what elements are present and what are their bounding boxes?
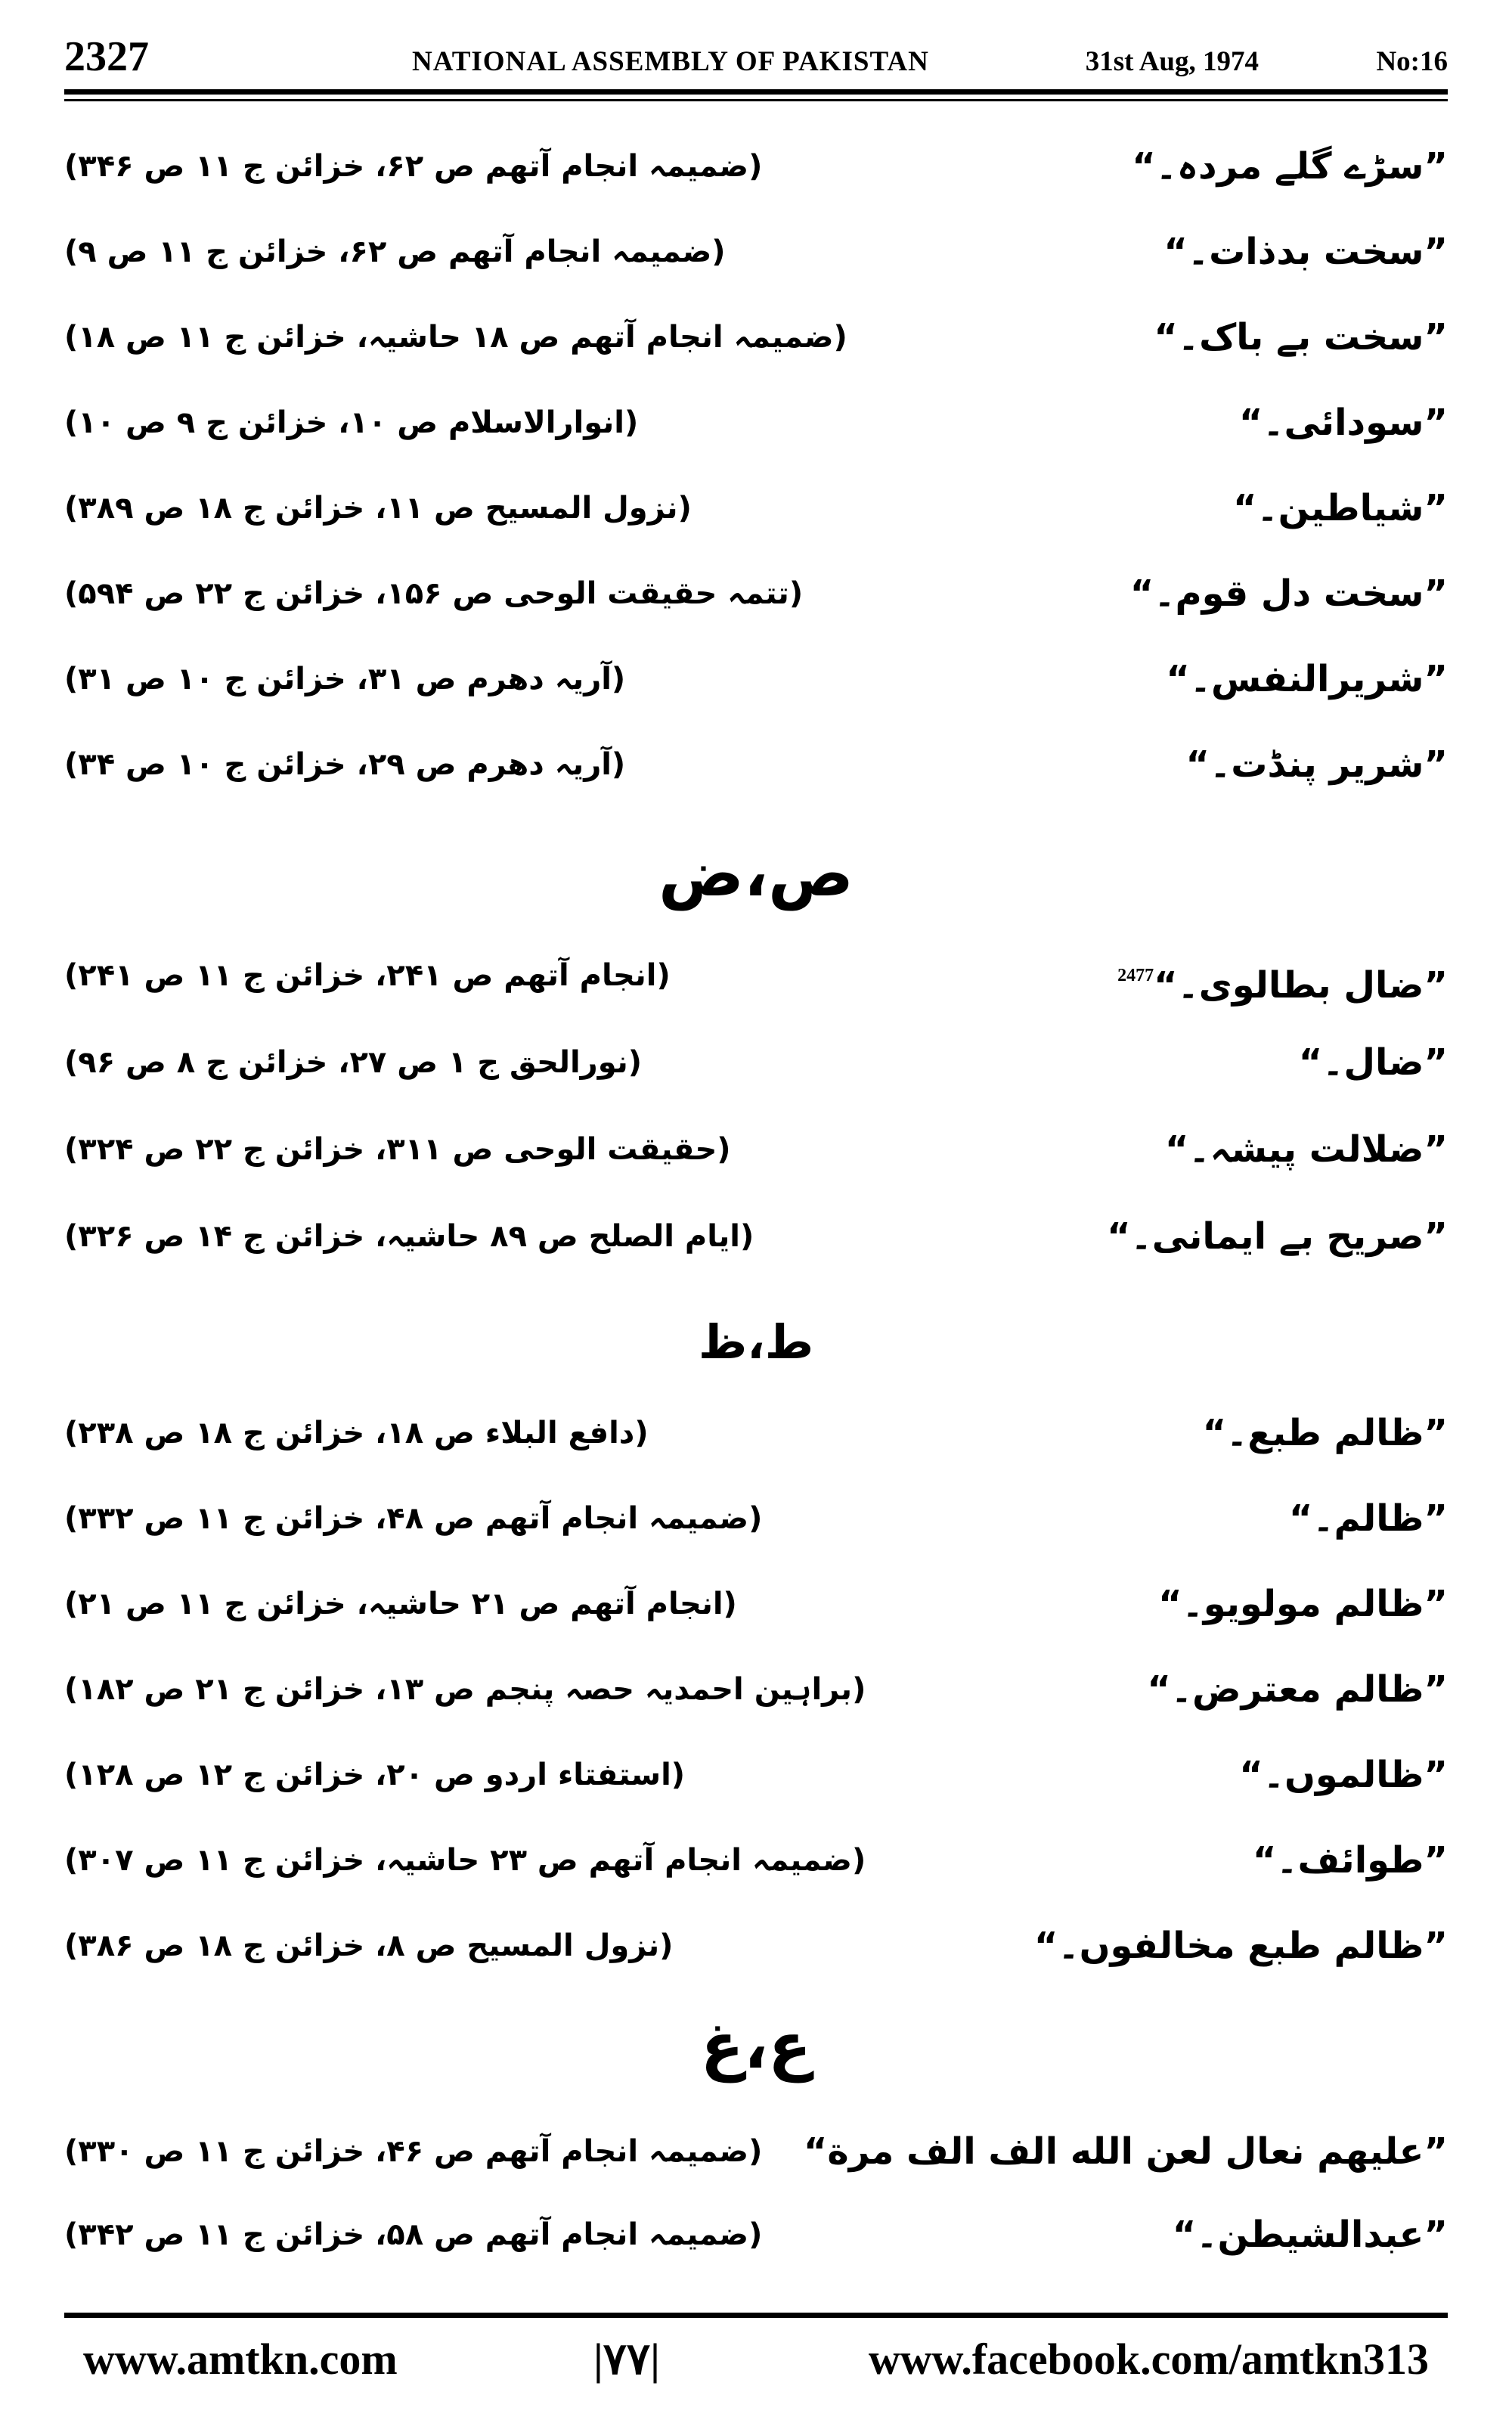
entry-term: ”ظالم طبع۔“ [1202,1412,1448,1454]
page-header [64,30,1448,83]
list-item [64,1108,1448,1191]
list-item [64,723,1448,806]
entry-reference: (نزول المسیح ص ۸، خزائن ج ۱۸ ص ۳۸۶) [64,1928,674,1963]
entry-term: ”شریرالنفس۔“ [1166,658,1448,700]
entry-term: ”عبدالشیطن۔“ [1172,2214,1448,2256]
list-item [64,1195,1448,1278]
entry-reference: (آریہ دھرم ص ۲۹، خزائن ج ۱۰ ص ۳۴) [64,747,626,782]
entry-reference: (استفتاء اردو ص ۲۰، خزائن ج ۱۲ ص ۱۲۸) [64,1758,686,1792]
list-item [64,1904,1448,1987]
entry-term: ”صریح بے ایمانی۔“ [1107,1215,1448,1258]
entry-reference: (آریہ دھرم ص ۳۱، خزائن ج ۱۰ ص ۳۱) [64,662,626,697]
session-date: 31st Aug, 1974 [1085,46,1259,77]
list-item [64,467,1448,550]
entry-term: ”ظالم طبع مخالفوں۔“ [1033,1925,1448,1967]
list-item [64,1477,1448,1560]
list-item [64,2110,1448,2193]
page-number: 2327 [64,33,149,80]
list-item [64,1392,1448,1475]
list-item [64,1819,1448,1902]
entry-reference: (ضمیمہ انجام آتھم ص ۶۲، خزائن ج ۱۱ ص ۹) [64,234,726,269]
section-heading: ط،ظ [698,1314,814,1370]
list-item [64,381,1448,464]
entry-term: ”شیاطین۔“ [1232,487,1448,529]
list-item [64,2193,1448,2276]
entry-term: ”سخت بے باک۔“ [1154,316,1448,358]
list-item [64,934,1448,1017]
entry-reference: (حقیقت الوحی ص ۳۱۱، خزائن ج ۲۲ ص ۳۲۴) [64,1132,731,1167]
header-rule-thin [64,99,1448,101]
entry-term: ”ظالم مولویو۔“ [1158,1583,1448,1625]
page-footer [64,2329,1448,2390]
entry-term: ”ضال۔“ [1298,1041,1448,1084]
entry-reference: (دافع البلاء ص ۱۸، خزائن ج ۱۸ ص ۲۳۸) [64,1416,649,1450]
footnote-marker: 2477 [1117,966,1154,985]
section-heading: ص،ض [658,836,854,911]
list-item [64,638,1448,721]
session-number: No:16 [1376,46,1448,77]
publication-title: NATIONAL ASSEMBLY OF PAKISTAN [412,46,929,77]
list-item [64,125,1448,208]
entry-reference: (ایام الصلح ص ۸۹ حاشیہ، خزائن ج ۱۴ ص ۳۲۶) [64,1219,754,1254]
list-item [64,296,1448,379]
entry-reference: (ضمیمہ انجام آتھم ص ۵۸، خزائن ج ۱۱ ص ۳۴۲) [64,2217,763,2252]
entry-reference: (تتمہ حقیقت الوحی ص ۱۵۶، خزائن ج ۲۲ ص ۵۹۴) [64,576,804,611]
footer-rule [64,2313,1448,2318]
list-item [64,210,1448,293]
section-heading: ع،غ [700,2009,812,2083]
list-item [64,1648,1448,1731]
entry-term-text: ”ضال بطالوی۔“ [1154,964,1448,1007]
entry-reference: (انجام آتھم ص ۲۱ حاشیہ، خزائن ج ۱۱ ص ۲۱) [64,1587,737,1621]
entry-term: ”عليهم نعال لعن الله الف الف مرة“ [803,2130,1448,2173]
entry-reference: (انوارالاسلام ص ۱۰، خزائن ج ۹ ص ۱۰) [64,405,639,440]
list-item [64,1021,1448,1104]
list-item [64,552,1448,635]
entry-term: ”ظالم۔“ [1288,1497,1448,1540]
entry-term: ”طوائف۔“ [1252,1839,1448,1882]
entry-term: ”سودائی۔“ [1238,402,1448,444]
entry-reference: (ضمیمہ انجام آتھم ص ۴۶، خزائن ج ۱۱ ص ۳۳۰) [64,2134,763,2169]
entry-reference: (ضمیمہ انجام آتھم ص ۱۸ حاشیہ، خزائن ج ۱۱ ص ۱۸) [64,320,847,355]
entry-term: ”سخت دل قوم۔“ [1129,572,1448,615]
list-item [64,1562,1448,1646]
entry-term [1117,934,1448,1027]
entry-reference: (نزول المسیح ص ۱۱، خزائن ج ۱۸ ص ۳۸۹) [64,491,692,526]
website-link[interactable]: www.amtkn.com [83,2335,398,2384]
entry-term: ”شریر پنڈت۔“ [1185,743,1448,786]
entry-reference: (براہین احمدیہ حصہ پنجم ص ۱۳، خزائن ج ۲۱ ص ۱۸۲) [64,1672,866,1707]
header-rule-thick [64,89,1448,95]
entry-term: ”ضلالت پیشہ۔“ [1164,1128,1448,1171]
entry-reference: (ضمیمہ انجام آتھم ص ۲۳ حاشیہ، خزائن ج ۱۱ ص ۳۰۷) [64,1843,866,1878]
entry-term: ”ظالموں۔“ [1239,1754,1448,1796]
entry-term: ”سڑے گلے مردہ۔“ [1132,145,1448,188]
entry-reference: (ضمیمہ انجام آتھم ص ۶۲، خزائن ج ۱۱ ص ۳۴۶) [64,149,763,184]
footer-page-marker: |۷۷| [593,2335,660,2384]
entry-reference: (انجام آتھم ص ۲۴۱، خزائن ج ۱۱ ص ۲۴۱) [64,958,671,993]
facebook-link[interactable]: www.facebook.com/amtkn313 [868,2335,1429,2384]
entry-term: ”ظالم معترض۔“ [1147,1668,1448,1711]
entry-reference: (ضمیمہ انجام آتھم ص ۴۸، خزائن ج ۱۱ ص ۳۳۲) [64,1501,763,1536]
entry-reference: (نورالحق ج ۱ ص ۲۷، خزائن ج ۸ ص ۹۶) [64,1045,643,1080]
entry-term: ”سخت بدذات۔“ [1163,231,1448,273]
list-item [64,1733,1448,1817]
